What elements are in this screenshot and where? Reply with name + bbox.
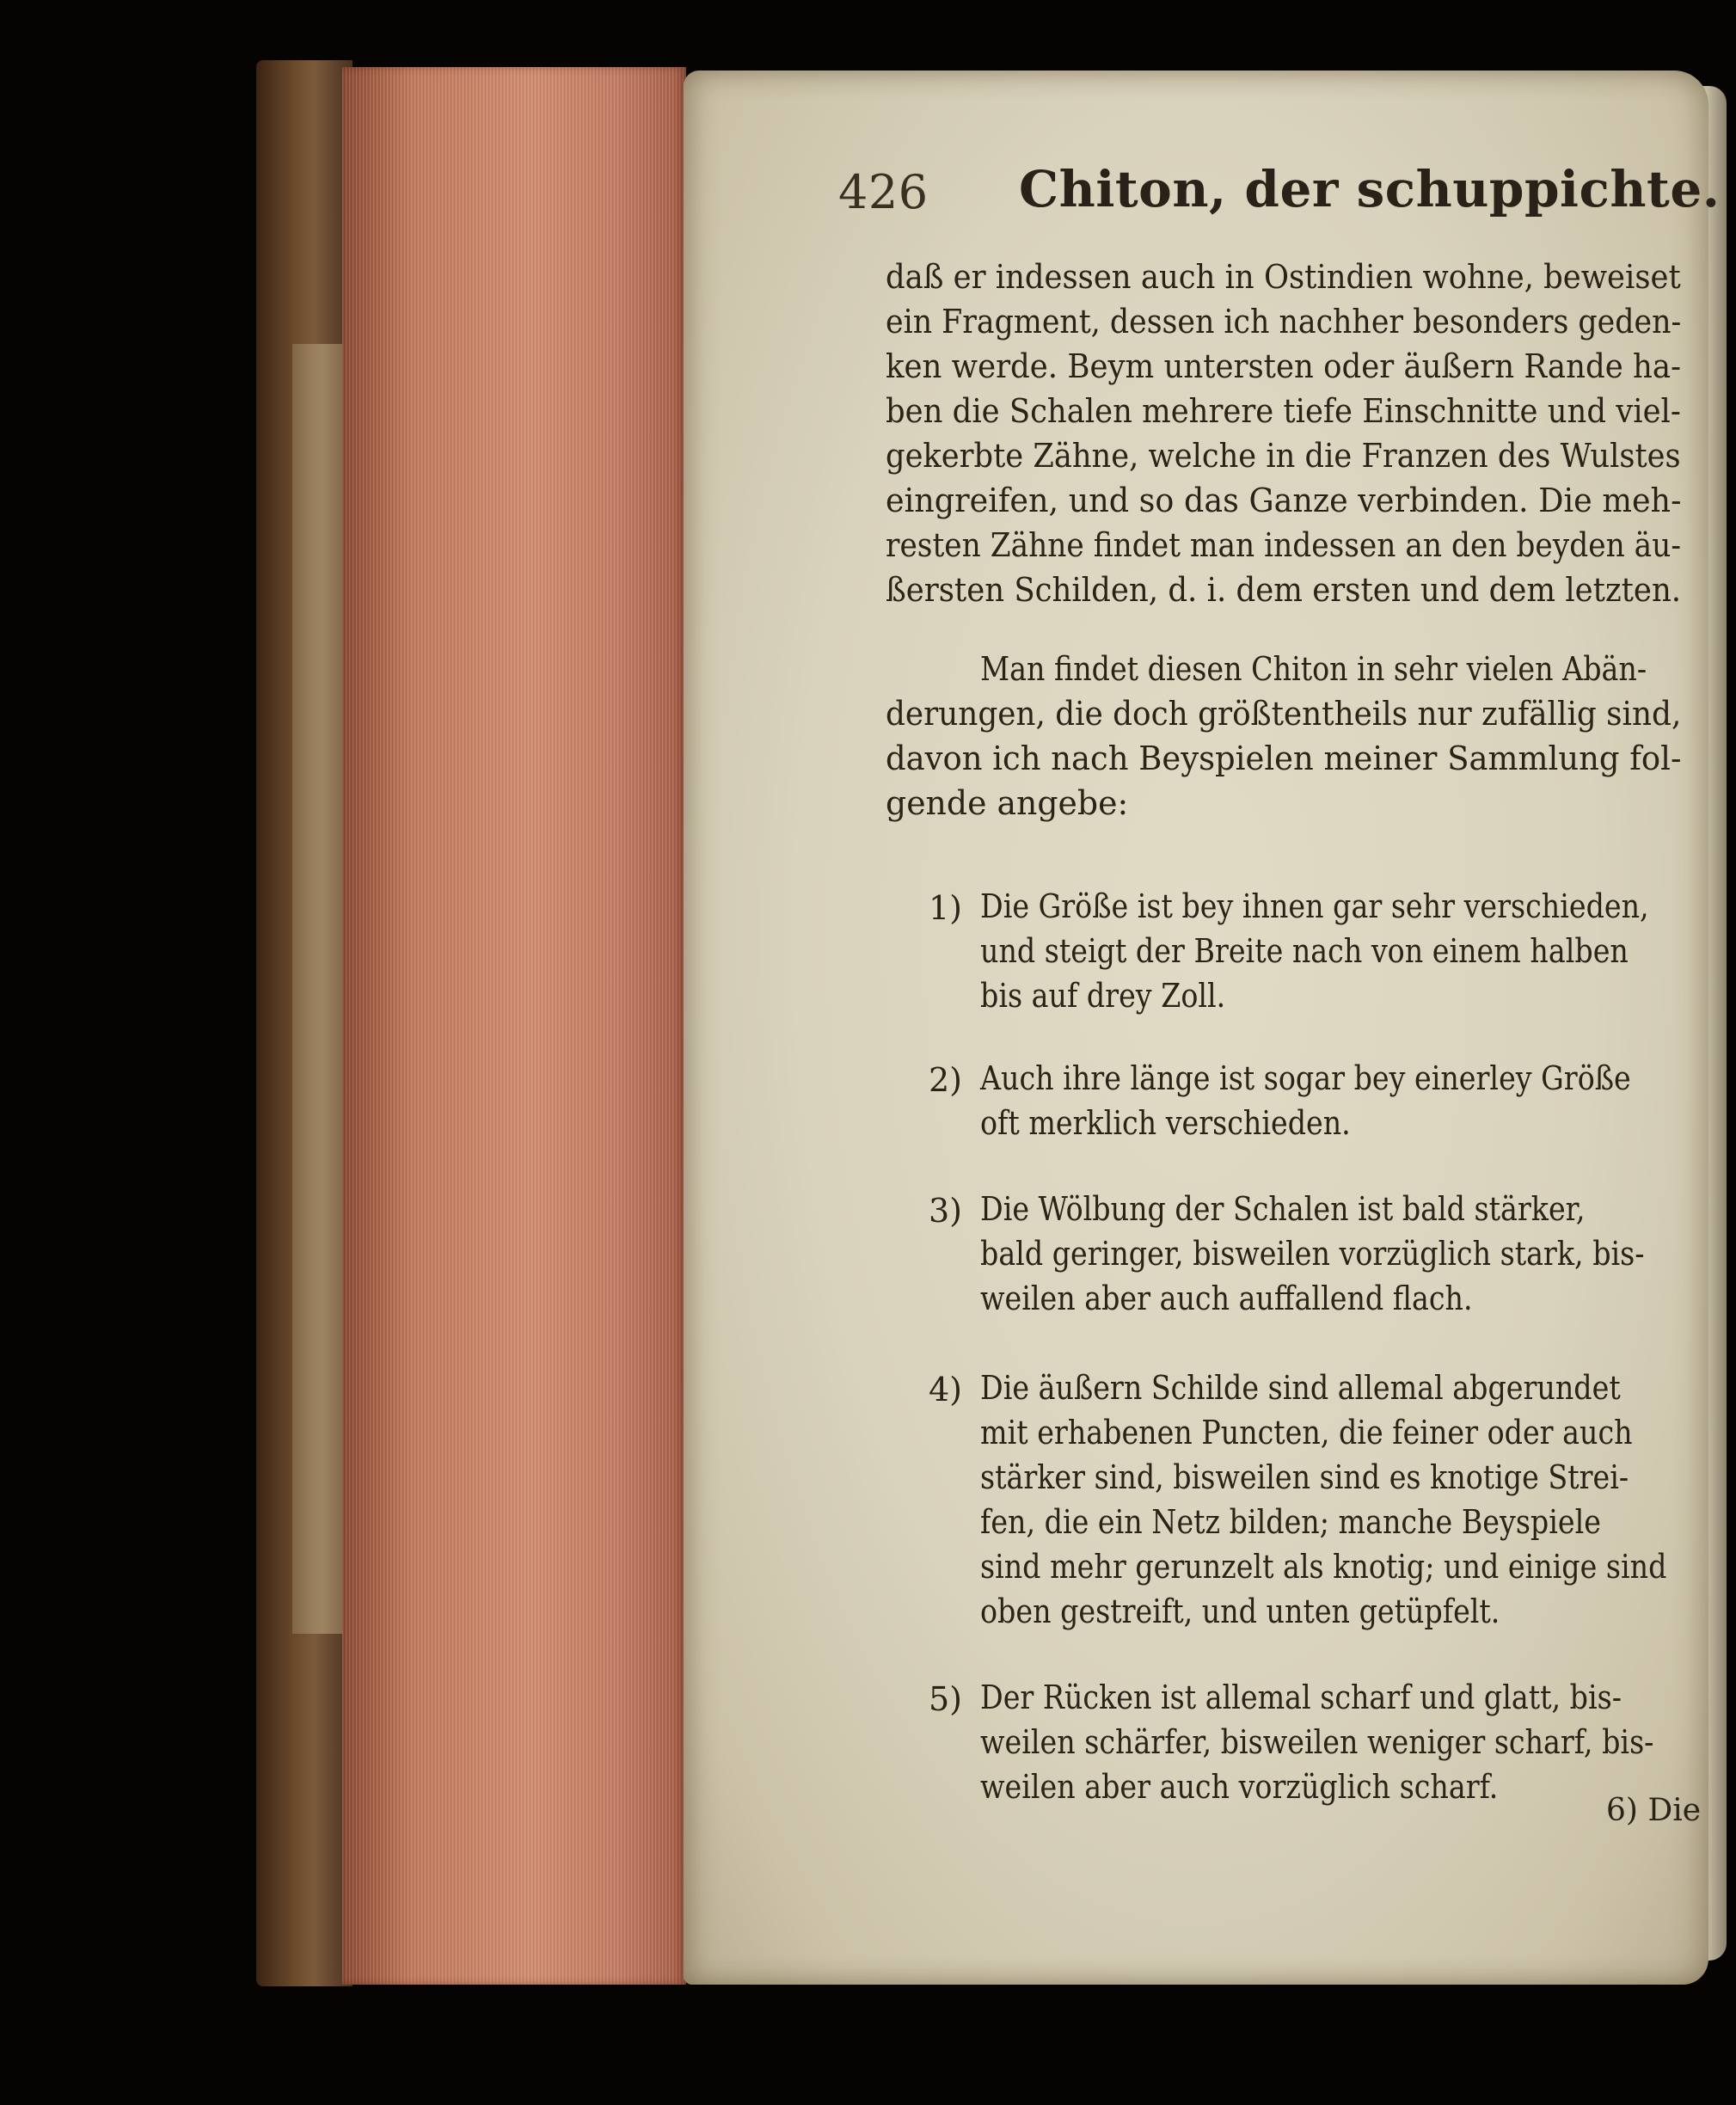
page-edges <box>342 67 686 1985</box>
list-item-line: weilen schärfer, bisweilen weniger scharf, bis- <box>980 1723 1654 1761</box>
paragraph1-line: ßersten Schilden, d. i. dem ersten und dem letzten. <box>886 571 1682 609</box>
list-item-line: oft merklich verschieden. <box>980 1104 1351 1142</box>
list-item-line: Die äußern Schilde sind allemal abgerundet <box>980 1369 1621 1407</box>
paragraph1-line: ben die Schalen mehrere tiefe Einschnitte und viel- <box>886 392 1681 430</box>
list-item-number: 3) <box>929 1192 963 1230</box>
list-item-line: stärker sind, bisweilen sind es knotige Strei- <box>980 1458 1629 1496</box>
paragraph2-line: derungen, die doch größtentheils nur zufällig sind, <box>886 695 1682 733</box>
paragraph2-line: gende angebe: <box>886 784 1129 822</box>
paragraph1-line: eingreifen, und so das Ganze verbinden. Die meh- <box>886 482 1682 519</box>
list-item-line: Die Wölbung der Schalen ist bald stärker, <box>980 1190 1586 1228</box>
page-number: 426 <box>838 165 929 219</box>
list-item-line: Die Größe ist bey ihnen gar sehr verschieden, <box>980 887 1649 925</box>
list-item-line: bald geringer, bisweilen vorzüglich stark, bis- <box>980 1235 1645 1273</box>
list-item-line: bis auf drey Zoll. <box>980 977 1226 1015</box>
list-item-line: oben gestreift, und unten getüpfelt. <box>980 1593 1500 1630</box>
paragraph1-line: resten Zähne findet man indessen an den beyden äu- <box>886 526 1681 564</box>
running-title: Chiton, der schuppichte. <box>1019 160 1721 218</box>
list-item-number: 1) <box>929 889 963 927</box>
paragraph1-line: gekerbte Zähne, welche in die Franzen des Wulstes <box>886 437 1681 475</box>
paragraph1-line: daß er indessen auch in Ostindien wohne, beweiset <box>886 258 1681 296</box>
list-item-line: fen, die ein Netz bilden; manche Beyspiele <box>980 1503 1601 1541</box>
paragraph2-line: davon ich nach Beyspielen meiner Sammlung fol- <box>886 740 1682 777</box>
list-item-line: mit erhabenen Puncten, die feiner oder auch <box>980 1414 1633 1451</box>
paragraph2-line: Man findet diesen Chiton in sehr vielen Abän- <box>980 650 1647 688</box>
list-item-number: 4) <box>929 1371 963 1408</box>
list-item-line: und steigt der Breite nach von einem halben <box>980 932 1629 970</box>
list-item-line: weilen aber auch vorzüglich scharf. <box>980 1768 1499 1806</box>
list-item-number: 2) <box>929 1061 963 1099</box>
list-item-line: weilen aber auch auffallend flach. <box>980 1280 1473 1317</box>
catchword: 6) Die <box>1606 1793 1702 1828</box>
list-item-line: sind mehr gerunzelt als knotig; und einige sind <box>980 1548 1667 1586</box>
list-item-line: Auch ihre länge ist sogar bey einerley Größe <box>980 1059 1631 1097</box>
list-item-number: 5) <box>929 1680 963 1718</box>
paragraph1-line: ken werde. Beym untersten oder äußern Rande ha- <box>886 347 1682 385</box>
paragraph1-line: ein Fragment, dessen ich nachher besonders geden- <box>886 303 1682 341</box>
list-item-line: Der Rücken ist allemal scharf und glatt, bis- <box>980 1678 1622 1716</box>
